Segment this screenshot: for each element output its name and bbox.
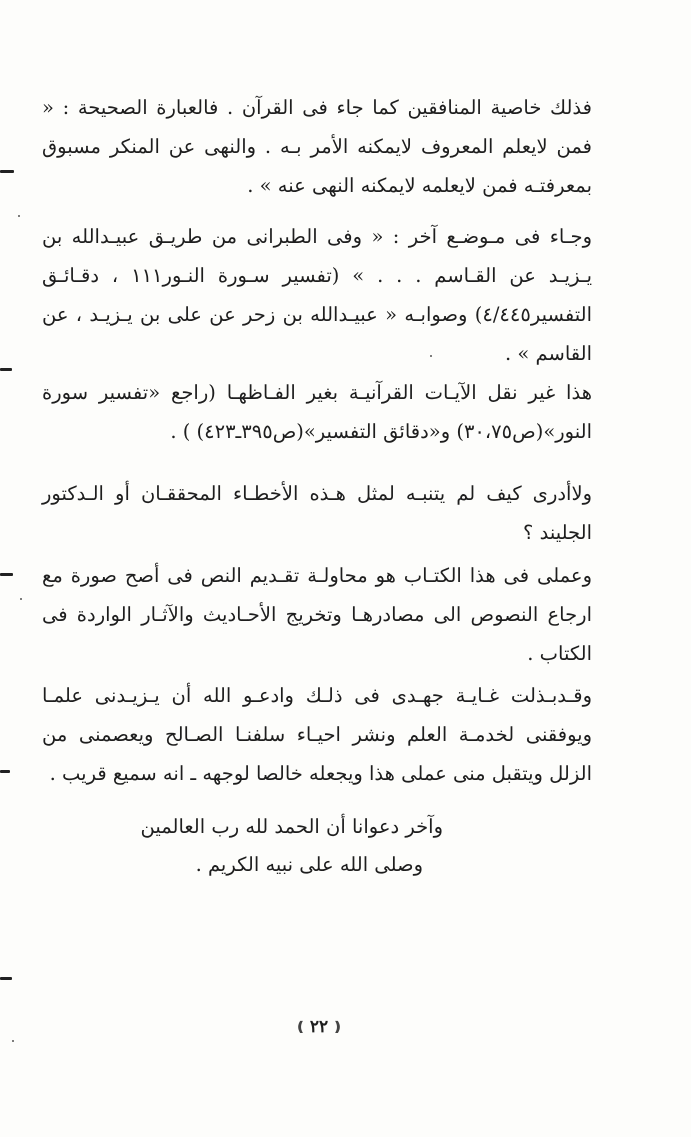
paragraph-3: هذا غير نقل الآيـات القرآنيـة بغير الفـاظهـا (راجع «تفسير سورة النور»(ص٣٠،٧٥) و«دقائق التفسير»(ص٣٩٥ـ٤٢٣) ) . — [42, 381, 592, 443]
margin-mark — [0, 368, 12, 371]
paragraph-4: ولاأدرى كيف لم يتنبـه لمثل هـذه الأخطـاء المحققـان أو الـدكتور الجليند ؟ — [42, 482, 592, 544]
paragraph-2: وجـاء فى مـوضـع آخر : « وفى الطبرانى من طريـق عبيـدالله بن يـزيـد عن القـاسم . . . » (تفسير سـورة النـور١١١ ، دقـائـق التفسير٤/٤٤٥) وصوابـه « عبيـدالله بن زحر عن على بن يـزيـد ، عن القاسم » . — [42, 225, 592, 365]
scan-speck — [12, 1040, 14, 1042]
margin-mark — [0, 977, 12, 980]
scan-speck — [430, 355, 432, 357]
margin-mark — [0, 170, 14, 173]
paragraph-1: فذلك خاصية المنافقين كما جاء فى القرآن . فالعبارة الصحيحة : « فمن لايعلم المعروف لايمكنه الأمر بـه . والنهى عن المنكر مسبوق بمعرفتـه فمن لايعلمه لايمكنه النهى عنه » . — [42, 96, 592, 197]
scan-speck — [20, 598, 22, 600]
scan-speck — [18, 215, 20, 217]
closing-line-2: وصلى الله على نبيه الكريم . — [195, 853, 423, 876]
closing-line-1: وآخر دعوانا أن الحمد لله رب العالمين — [140, 815, 443, 838]
paragraph-6: وقـدبـذلت غـايـة جهـدى فى ذلـك وادعـو الله أن يـزيـدنى علمـا ويوفقنى لخدمـة العلم ونشر احيـاء سلفنـا الصـالح ويعصمنى من الزلل ويتقبل منى عملى هذا ويجعله خالصا لوجهه ـ انه سميع قريب . — [42, 684, 592, 785]
page-number-value: ٢٢ — [309, 1017, 329, 1037]
paragraph-5: وعملى فى هذا الكتـاب هو محاولـة تقـديم النص فى أصح صورة مع ارجاع النصوص الى مصادرهـا وتخريج الأحـاديث والآثـار الواردة فى الكتاب . — [42, 564, 592, 665]
margin-mark — [0, 573, 13, 576]
margin-mark — [0, 770, 10, 773]
left-ornament-icon: ❪ — [294, 1019, 306, 1035]
right-ornament-icon: ❫ — [332, 1019, 344, 1035]
page-number — [283, 1012, 355, 1042]
